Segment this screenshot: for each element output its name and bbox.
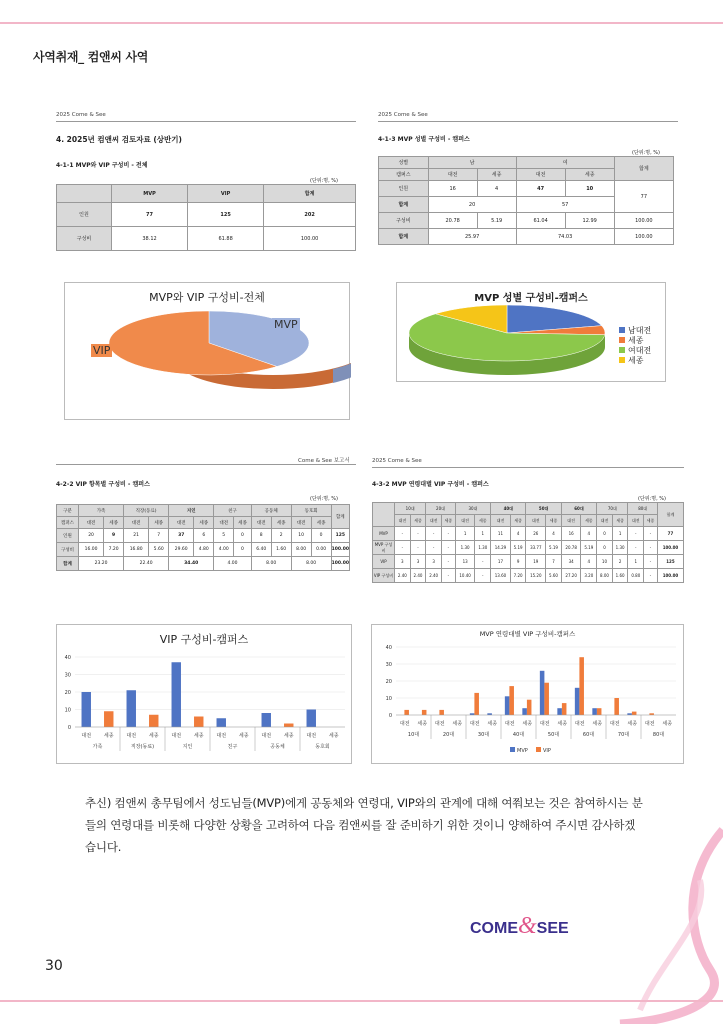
legend-label: VIP [543, 748, 551, 754]
bar [104, 711, 113, 727]
bar1-plot [57, 625, 353, 765]
pie-chart-mvp-vip [64, 282, 350, 420]
doc-vip-category [48, 453, 358, 593]
mvp-vip-table: MVP VIP 합계 인원 77 125 202 구성비 38.12 61.88 100.00 [56, 184, 356, 251]
bar [82, 692, 91, 727]
doc-mvp-gender [370, 108, 680, 258]
come-and-see-logo: COME&SEE [470, 913, 569, 939]
doc-subtitle: 4-3-2 MVP 연령대별 VIP 구성비 - 캠퍼스 [372, 481, 489, 488]
x-tick-label: 대전 [216, 733, 227, 739]
y-tick-label: 0 [67, 725, 71, 731]
group-label: 20대 [442, 732, 455, 738]
y-tick-label: 20 [385, 679, 392, 685]
y-tick-label: 30 [385, 662, 392, 668]
mvp-gender-table: 성별 남 여 합계 캠퍼스 대전 세종 대전 세종 인원 16 4 47 10 77 합계 20 57 구성비 20.78 5.19 61.04 12.99 100.00 합계 25.97 74.03 100.00 [378, 156, 674, 245]
legend-item: 여대전 [619, 345, 651, 355]
chart-title: MVP 성별 구성비-캠퍼스 [474, 293, 588, 304]
x-tick-label: 대전 [261, 733, 272, 739]
postscript-note: 추신) 컴앤씨 총무팀에서 성도님들(MVP)에게 공동체와 연령대, VIP와의 관계에 대해 여쭤보는 것은 참여하시는 분들의 연령대를 비롯해 다양한 상황을 고려하여 다음 컴앤씨를 잘 준비하기 위한 것이니 양해하여 주시면 감사하겠습니다. [85, 796, 643, 854]
x-tick-label: 세종 [417, 721, 428, 727]
x-tick-label: 세종 [627, 721, 638, 727]
table-row: 구성비 16.00 7.20 16.80 5.60 29.60 4.80 4.00 0 6.40 1.60 8.00 0.00 100.00 [57, 543, 350, 557]
pie-chart-gender [396, 282, 666, 382]
legend-item: 세종 [619, 355, 651, 365]
legend-swatch [536, 747, 541, 752]
y-tick-label: 40 [64, 655, 71, 661]
x-tick-label: 대전 [539, 721, 550, 727]
x-tick-label: 대전 [434, 721, 445, 727]
chart-title: MVP와 VIP 구성비-전체 [149, 291, 265, 304]
x-tick-label: 세종 [592, 721, 603, 727]
bar [439, 710, 444, 715]
bar [404, 710, 409, 715]
bar [262, 713, 271, 727]
x-tick-label: 세종 [557, 721, 568, 727]
doc-header: Come & See 보고서 [298, 458, 350, 464]
group-label: 직장(동료) [130, 744, 155, 750]
y-tick-label: 10 [64, 707, 71, 714]
unit-label: (단위:명, %) [310, 178, 339, 184]
vip-category-table: 구분 가족 직장(동료) 지인 친구 공동체 동호회 합계 캠퍼스 대전 세종 대전 세종 대전 세종 대전 세종 대전 세종 대전 세종 인원 20 9 21 7 37 6 5 0 8 2 10 0 125 구성비 16.00 7.20 16.80 5.60 29.60 4.80 4.00 0 6.40 1.60 8.00 0.00 100.00 합계 23.20 22.40 34.40 4.00 8.00 8.00 100.00 [56, 504, 350, 571]
y-tick-label: 20 [64, 690, 71, 696]
unit-label: (단위:명, %) [310, 496, 339, 502]
x-tick-label: 세종 [238, 733, 249, 739]
doc-subtitle: 4-1-1 MVP와 VIP 구성비 - 전체 [56, 162, 148, 169]
group-label: 60대 [582, 732, 595, 738]
bar [172, 662, 181, 727]
legend-label: MVP [517, 748, 528, 754]
x-tick-label: 세종 [148, 733, 159, 739]
x-tick-label: 대전 [574, 721, 585, 727]
doc-header: 2025 Come & See [378, 112, 428, 118]
x-tick-label: 세종 [193, 733, 204, 739]
x-tick-label: 대전 [306, 733, 317, 739]
ribbon-decoration [560, 820, 723, 1024]
bar [149, 715, 158, 727]
bar [509, 686, 514, 715]
x-tick-label: 대전 [609, 721, 620, 727]
bar [522, 708, 527, 715]
x-tick-label: 대전 [399, 721, 410, 727]
group-label: 가족 [92, 744, 103, 750]
page-number: 30 [45, 958, 63, 974]
unit-label: (단위:명, %) [638, 496, 667, 502]
group-label: 70대 [617, 732, 630, 738]
doc-subtitle: 4-1-3 MVP 성별 구성비 - 캠퍼스 [378, 136, 470, 143]
x-tick-label: 세종 [103, 733, 114, 739]
y-tick-label: 40 [385, 645, 392, 651]
table-row: 합계 23.20 22.40 34.40 4.00 8.00 8.00 100.00 [57, 557, 350, 571]
x-tick-label: 세종 [662, 721, 673, 727]
legend-item: 세종 [619, 335, 651, 345]
section-title: 사역취재_ 컴앤씨 사역 [33, 50, 149, 64]
doc-title: 4. 2025년 컴앤씨 검토자료 (상반기) [56, 135, 182, 144]
group-label: 동호회 [315, 744, 330, 750]
bar [422, 710, 427, 715]
doc-subtitle: 4-2-2 VIP 항목별 구성비 - 캠퍼스 [56, 481, 150, 488]
bar [284, 724, 293, 728]
chart-title: MVP 연령대별 VIP 구성비-캠퍼스 [479, 630, 576, 638]
bar [505, 696, 510, 715]
bar [557, 708, 562, 715]
x-tick-label: 대전 [504, 721, 515, 727]
bar [127, 690, 136, 727]
bar [562, 703, 567, 715]
group-label: 40대 [512, 732, 525, 738]
bar [592, 708, 597, 715]
chart-title: VIP 구성비-캠퍼스 [159, 633, 249, 646]
pie-label-vip: VIP [93, 344, 111, 357]
doc-mvp-vip-total [48, 108, 358, 258]
y-tick-label: 0 [388, 713, 392, 719]
table-row: 인원 20 9 21 7 37 6 5 0 8 2 10 0 125 [57, 529, 350, 543]
bar [474, 693, 479, 715]
x-tick-label: 대전 [469, 721, 480, 727]
legend-swatch [510, 747, 515, 752]
bar [614, 698, 619, 715]
table-row: MVP - - - - 1 1 11 4 26 4 16 4 0 1 - - 77 [373, 527, 684, 541]
x-tick-label: 대전 [81, 733, 92, 739]
doc-header: 2025 Come & See [56, 112, 106, 118]
bar-chart-vip-category [56, 624, 352, 764]
bar [575, 688, 580, 715]
pie2-legend [619, 325, 651, 365]
doc-header: 2025 Come & See [372, 458, 422, 464]
bar [544, 683, 549, 715]
unit-label: (단위:명, %) [632, 150, 661, 156]
legend-item: 남대전 [619, 325, 651, 335]
x-tick-label: 세종 [328, 733, 339, 739]
group-label: 80대 [652, 732, 665, 738]
table-row: VIP 구성비 2.40 2.40 2.40 - 10.40 - 13.60 7.20 15.20 5.60 27.20 3.20 8.00 1.60 0.80 - 100.00 [373, 569, 684, 583]
group-label: 공동체 [270, 744, 285, 750]
x-tick-label: 세종 [487, 721, 498, 727]
bar-chart-age-vip [371, 624, 684, 764]
bar [632, 712, 637, 715]
x-tick-label: 세종 [283, 733, 294, 739]
x-tick-label: 대전 [644, 721, 655, 727]
x-tick-label: 대전 [126, 733, 137, 739]
group-label: 지인 [182, 744, 193, 750]
y-tick-label: 10 [385, 696, 392, 702]
group-label: 친구 [227, 744, 238, 750]
x-tick-label: 세종 [452, 721, 463, 727]
bar [597, 708, 602, 715]
x-tick-label: 대전 [171, 733, 182, 739]
y-tick-label: 30 [64, 672, 71, 679]
bar [194, 717, 203, 728]
bar [527, 700, 532, 715]
doc-age-vip [364, 453, 690, 593]
group-label: 30대 [477, 732, 490, 738]
pie-label-mvp: MVP [274, 318, 298, 331]
table-row: MVP 구성비 - - - - 1.30 1.30 14.29 5.19 33.77 5.19 20.78 5.19 0 1.30 - - 100.00 [373, 541, 684, 555]
table-row: VIP 3 3 3 - 13 - 17 9 19 7 34 4 10 2 1 - 125 [373, 555, 684, 569]
x-tick-label: 세종 [522, 721, 533, 727]
bar [540, 671, 545, 715]
bar [579, 657, 584, 715]
bar2-plot [372, 625, 685, 765]
bar [217, 718, 226, 727]
group-label: 10대 [407, 732, 420, 738]
group-label: 50대 [547, 732, 560, 738]
age-vip-table: 10대 20대 30대 40대 50대 60대 70대 80대 합계 대전 세종 대전 세종 대전 세종 대전 세종 대전 세종 대전 세종 대전 세종 대전 세종 MVP - - - - 1 1 11 4 26 4 16 4 0 1 - - 77 MVP 구성비 - - - - 1.30 1.30 14.29 5.19 33.77 5.19 20.78 5.19 0 1.30 - - 100.00 VIP 3 3 3 - 13 - 17 9 19 7 34 4 10 2 1 - 125 VIP 구성비 2.40 2.40 2.40 - 10.40 - 13.60 7.20 15.20 5.60 27.20 3.20 8.00 1.60 0.80 - 100.00 [372, 502, 684, 583]
bar [307, 710, 316, 728]
